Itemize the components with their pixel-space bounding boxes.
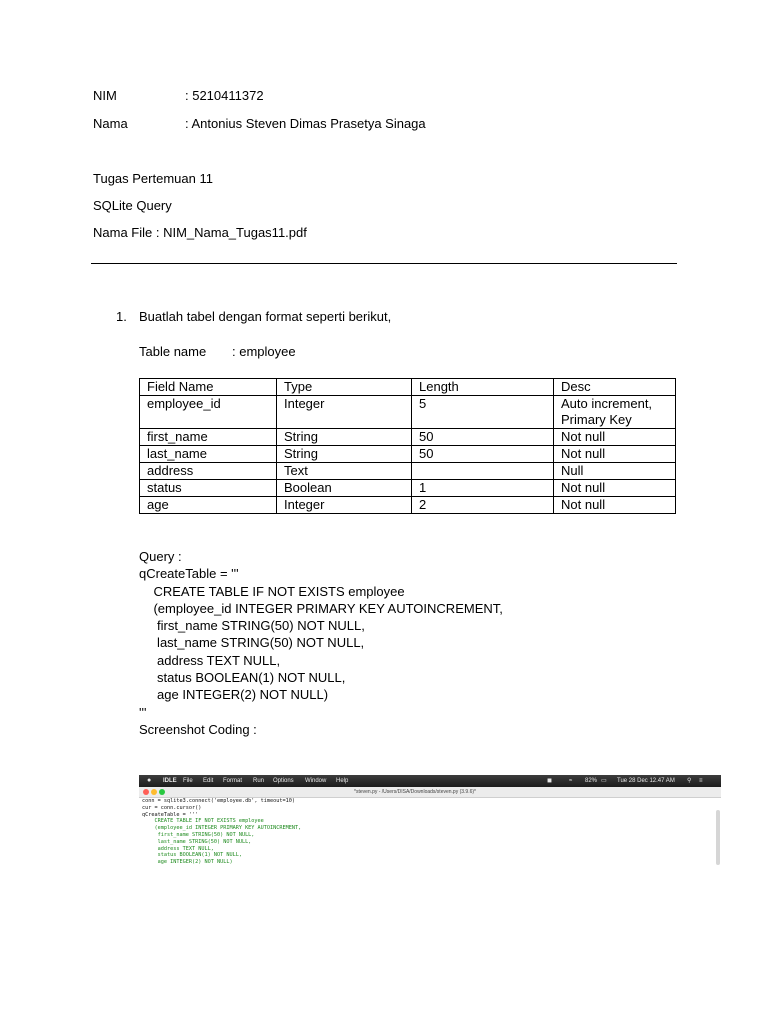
header-cell: Field Name (140, 379, 277, 396)
table-cell (554, 396, 676, 429)
screenshot-label: Screenshot Coding : (139, 721, 257, 737)
table-cell: address (140, 463, 277, 480)
file-name-note: Nama File : NIM_Nama_Tugas11.pdf (93, 225, 307, 240)
code-line: last_name STRING(50) NOT NULL, (142, 838, 252, 845)
desc-line: Primary Key (561, 412, 632, 427)
table-cell: last_name (140, 446, 277, 463)
query-line: last_name STRING(50) NOT NULL, (139, 635, 365, 651)
minimize-icon (151, 789, 157, 795)
table-cell: age (140, 497, 277, 514)
query-line: first_name STRING(50) NOT NULL, (139, 618, 365, 634)
menu-item: Run (253, 778, 265, 784)
idle-screenshot (139, 775, 721, 868)
header-cell: Length (412, 379, 554, 396)
code-line: address TEXT NULL, (142, 845, 214, 852)
table-header-row (140, 379, 676, 396)
table-cell: status (140, 480, 277, 497)
menubar-clock: Tue 28 Dec 12.47 AM (617, 778, 675, 784)
code-line: first_name STRING(50) NOT NULL, (142, 831, 255, 838)
table-cell: Null (554, 463, 676, 480)
code-line: CREATE TABLE IF NOT EXISTS employee (142, 818, 264, 825)
query-block (139, 548, 503, 738)
zoom-icon (159, 789, 165, 795)
desc-line: Auto increment, (561, 396, 653, 411)
task-title: Tugas Pertemuan 11 (93, 171, 213, 186)
table-cell: 50 (412, 446, 554, 463)
table-name-value: : employee (232, 344, 296, 359)
query-line: ''' (139, 704, 147, 720)
table-cell: Not null (554, 429, 676, 446)
search-icon: ⚲ (687, 778, 692, 784)
query-line: CREATE TABLE IF NOT EXISTS employee (139, 583, 405, 599)
menu-item: Help (336, 778, 349, 784)
menu-item: Options (273, 778, 294, 784)
table-cell: Integer (277, 497, 412, 514)
window-titlebar (139, 787, 721, 798)
table-row (140, 446, 676, 463)
table-cell: Text (277, 463, 412, 480)
window-title: *steven.py - /Users/DISA/Downloads/steven.py (3.9.6)* (354, 789, 476, 795)
topic-title: SQLite Query (93, 198, 172, 213)
nama-value: : Antonius Steven Dimas Prasetya Sinaga (185, 116, 426, 131)
nim-label: NIM (93, 88, 117, 103)
code-line: qCreateTable = ''' (142, 811, 199, 818)
record-icon: ◼ (547, 778, 552, 784)
table-name-label: Table name (139, 344, 207, 359)
code-line: conn = sqlite3.connect('employee.db', timeout=10) (142, 798, 296, 804)
table-cell: Not null (554, 497, 676, 514)
query-line: status BOOLEAN(1) NOT NULL, (139, 670, 346, 686)
code-line: age INTEGER(2) NOT NULL) (142, 859, 233, 866)
table-cell: Boolean (277, 480, 412, 497)
table-cell: 50 (412, 429, 554, 446)
menu-item: Window (305, 778, 327, 784)
header-cell: Desc (554, 379, 676, 396)
query-title: Query : (139, 549, 182, 564)
battery-percent: 82% (585, 778, 598, 784)
field-spec-table (139, 378, 676, 514)
query-line: qCreateTable = ''' (139, 566, 239, 582)
table-row (140, 396, 676, 429)
apple-icon: ● (147, 777, 152, 784)
table-row (140, 480, 676, 497)
query-line: address TEXT NULL, (139, 652, 281, 668)
question-text: Buatlah tabel dengan format seperti berikut, (139, 309, 392, 324)
query-line: (employee_id INTEGER PRIMARY KEY AUTOINCREMENT, (139, 600, 503, 616)
table-row (140, 429, 676, 446)
table-cell: String (277, 429, 412, 446)
table-cell: employee_id (140, 396, 277, 429)
table-cell: 2 (412, 497, 554, 514)
header-cell: Type (277, 379, 412, 396)
wifi-icon: ≈ (569, 778, 573, 784)
code-editor (139, 798, 721, 866)
battery-icon: ▭ (601, 778, 607, 784)
nim-value: : 5210411372 (185, 88, 264, 103)
menu-item: File (183, 778, 193, 784)
table-cell: 5 (412, 396, 554, 429)
table-cell: String (277, 446, 412, 463)
question-number: 1. (116, 309, 127, 324)
mac-menubar (139, 775, 721, 787)
table-cell: first_name (140, 429, 277, 446)
code-line: status BOOLEAN(1) NOT NULL, (142, 852, 242, 859)
table-cell (412, 463, 554, 480)
query-line: age INTEGER(2) NOT NULL) (139, 687, 329, 703)
menu-item: Format (223, 778, 243, 784)
horizontal-divider (91, 263, 677, 264)
menu-item: IDLE (163, 778, 177, 784)
menu-item: Edit (203, 778, 214, 784)
table-cell: Not null (554, 480, 676, 497)
close-icon (143, 789, 149, 795)
table-cell: 1 (412, 480, 554, 497)
table-row (140, 497, 676, 514)
code-line: (employee_id INTEGER PRIMARY KEY AUTOINCREMENT, (142, 825, 302, 832)
control-center-icon: ≡ (699, 778, 703, 784)
code-line: cur = conn.cursor() (142, 804, 202, 811)
table-cell: Integer (277, 396, 412, 429)
table-cell: Not null (554, 446, 676, 463)
table-row (140, 463, 676, 480)
editor-scrollbar (716, 810, 720, 865)
nama-label: Nama (93, 116, 128, 131)
